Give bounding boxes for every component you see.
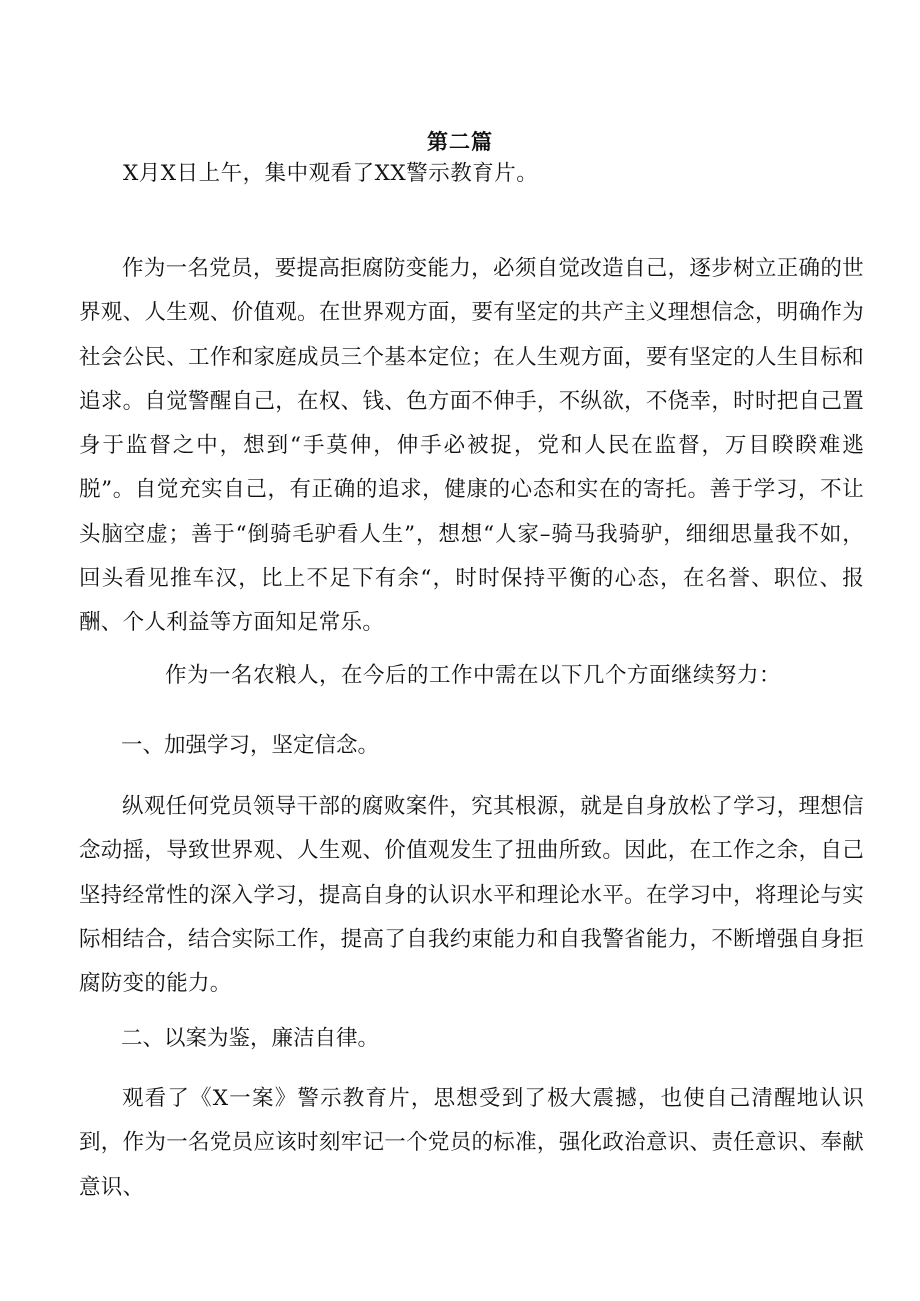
lead-line: 作为一名农粮人，在今后的工作中需在以下几个方面继续努力： (165, 663, 782, 688)
section-heading-1: 一、加强学习，坚定信念。 (121, 733, 380, 758)
paragraph-study: 纵观任何党员领导干部的腐败案件，究其根源，就是自身放松了学习，理想信念动摇，导致世界观、人生观、价值观发生了扭曲所致。因此，在工作之余，自己坚持经常性的深入学习，提高自身的认识水平和理论水平。在学习中，将理论与实际相结合，结合实际工作，提高了自我约束能力和自我警省能力，不断增强自身拒腐防变的能力。 (79, 794, 864, 997)
section-heading-2: 二、以案为鉴，廉洁自律。 (121, 1026, 380, 1051)
paragraph-party-member: 作为一名党员，要提高拒腐防变能力，必须自觉改造自己，逐步树立正确的世界观、人生观、价值观。在世界观方面，要有坚定的共产主义理想信念，明确作为社会公民、工作和家庭成员三个基本定位；在人生观方面，要有坚定的人生目标和追求。自觉警醒自己，在权、钱、色方面不伸手，不纵欲，不侥幸，时时把自己置身于监督之中，想到“手莫伸，伸手必被捉，党和人民在监督，万目睽睽难逃脱”。自觉充实自己，有正确的追求，健康的心态和实在的寄托。善于学习，不让头脑空虚；善于“倒骑毛驴看人生”，想想“人家–骑马我骑驴，细细思量我不如，回头看见推车汉，比上不足下有余“，时时保持平衡的心态，在名誉、职位、报酬、个人利益等方面知足常乐。 (79, 256, 864, 636)
paragraph-lesson: 观看了《X一案》警示教育片，思想受到了极大震撼，也使自己清醒地认识到，作为一名党员应该时刻牢记一个党员的标准，强化政治意识、责任意识、奉献意识、 (79, 1086, 864, 1200)
document-title: 第二篇 (427, 129, 493, 154)
intro-line: X月X日上午，集中观看了XX警示教育片。 (123, 161, 539, 186)
